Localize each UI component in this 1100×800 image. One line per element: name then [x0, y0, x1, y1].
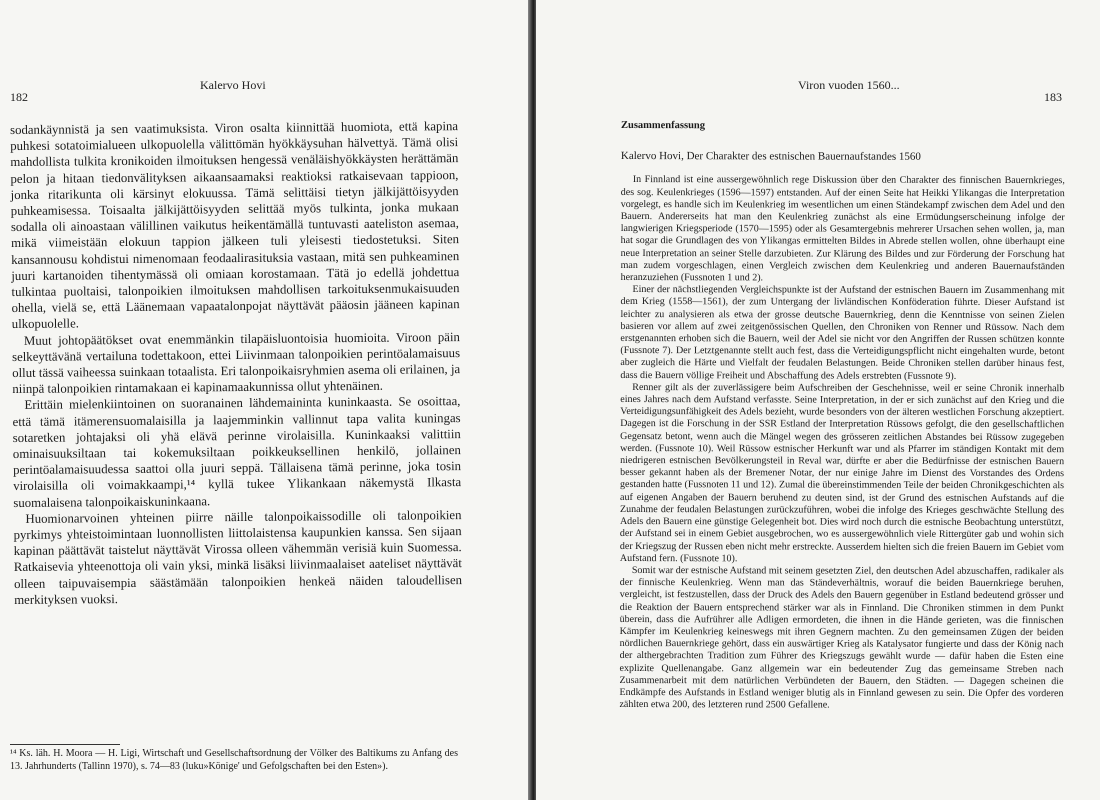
right-body-text [619, 120, 1065, 713]
right-page [536, 0, 1100, 800]
page-number-right: 183 [1044, 90, 1062, 104]
paragraph: Renner gilt als der zuverlässigere beim Aufschreiben der Geschehnisse, weil er seine Chronik innerhalb eines Jahres nach dem Aufstand verfasste. Seine Interpretation, in der er sich zunächst auf den Krieg und die Verteidigungsunfähigkeit des Adels bezieht, wurde besonders von der älteren westlichen Forschung akzeptiert. Dagegen ist die Forschung in der SSR Estland der Interpretation Rüssows gefolgt, die den gesellschaftlichen Gegensatz betont, wenn auch die Mängel wegen des grösseren zeitlichen Abstandes bei Rüssow zugegeben werden. (Fussnote 10). Weil Rüssow estnischer Herkunft war und als Pfarrer im ständigen Kontakt mit dem niedrigeren estnischen Bevölkerungsteil in Reval war, dürfte er aber die Bedürfnisse der estnischen Bauern besser gekannt haben als der Bremener Notar, der nur einige Jahre im Dienst des Vorstandes des Ordens gestanden hatte (Fussnoten 11 und 12). Zumal die übereinstimmenden Teile der beiden Chronikgeschichten als auf eigenen Angaben der Bauern beruhend zu deuten sind, ist der Grund des estnischen Aufstands auf die Zunahme der feudalen Belastungen zurückzuführen, wobei die infolge des Krieges geschwächte Stellung des Adels den Bauern eine günstige Gelegenheit bot. Dies wird noch durch die estnische Beobachtung unterstützt, der Aufstand sei in einem Gebiet ausgebrochen, wo es aussergewöhnlich viele Rittergüter gab und wohin sich der Kriegszug der Russen eben nicht mehr erstreckte. Ausserdem hielten sich die freien Bauern im Gebiet vom Aufstand fern. (Fussnote 10). [619, 381, 1065, 565]
left-body-text [10, 118, 462, 608]
page-number-left: 182 [10, 90, 28, 104]
paragraph: In Finnland ist eine aussergewöhnlich rege Diskussion über den Charakter des finnischen Bauernkrieges, des sog. Keulenkrieges (1596—1597) entstanden. Auf der einen Seite hat Heikki Ylikangas die Interpretation vorgelegt, es handle sich im Keulenkrieg im wesentlichen um einen Ständekampf zwischen dem Adel und den Bauern. Andererseits hat man den Keulenkrieg zunächst als eine Ermüdungserscheinung infolge der langwierigen Kriegsperiode (1570—1595) oder als Gesamtergebnis mehrerer Ursachen sehen wollen, ja, man hat sogar die Grundlagen des von Ylikangas ermittelten Bildes in Abrede stellen wollen, ohne überhaupt eine neue Interpretation an seiner Stelle darzubieten. Zur Klärung des Bildes und zur Förderung der Forschung hat man zudem vorgeschlagen, einen Vergleich zwischen dem Keulenkrieg und anderen Bauernaufständen heranzuziehen (Fussnoten 1 und 2). [620, 174, 1065, 284]
subheading: Kalervo Hovi, Der Charakter des estnischen Bauernaufstandes 1560 [620, 150, 921, 163]
left-page [0, 0, 530, 800]
paragraph: Erittäin mielenkiintoinen on suoranainen lähdemaininta kuninkaasta. Se osoittaa, että tämä itämerensuomalaisilla ja laajemminkin vallinnut tapa valita kuningas sotaretken johtajaksi oli yhä elävä perinne virolaisilla. Kuninkaaksi valittiin ominaisuuksiltaan tai kokemuksiltaan poikkeuksellinen henkilö, jollainen perintöalamaisuudessa saattoi olla juuri seppä. Tällaisena tämä perinne, joka tosin virolaisilla oli voimakkaampi,¹⁴ kyllä tukee Ylikankaan näkemystä Ilkasta suomalaisena talonpoikaiskuninkaana. [12, 394, 462, 510]
paragraph: Huomionarvoinen yhteinen piirre näille talonpoikaissodille oli talonpoikien pyrkimys yhteistoimintaan luonnollisten liittolaistensa kaupunkien kanssa. Sen sijaan kapinan päättävät taistelut näyttävät Virossa olleen vähemmän verisiä kuin Suomessa. Ratkaisevia yhteenottoja oli vain yksi, minkä lisäksi liivinmaalaiset aateliset näyttävät olleen taipuvaisempia säästämään talonpoikien henkeä näiden taloudellisen merkityksen vuoksi. [13, 507, 463, 607]
section-title: Zusammenfassung [620, 120, 706, 132]
footnote: ¹⁴ Ks. läh. H. Moora — H. Ligi, Wirtschaft und Gesellschaftsordnung der Völker des Baltikums zu Anfang des 13. Jahrhunderts (Tallinn 1970), s. 74—83 (luku»Könige' und Gefolgschaften bei den Esten»). [10, 748, 458, 772]
paragraph: Muut johtopäätökset ovat enemmänkin tilapäisluontoisia huomioita. Viroon päin selkeyttävänä vertailuna todettakoon, ettei Liivinmaan talonpoikien perintöalamaisuus ollut tässä vaiheessa suinkaan totaalista. Eri talonpoikaisryhmien asema oli erilainen, ja niinpä talonpoikien rintamakaan ei kapinamaakunnissa ollut yhtenäinen. [11, 329, 461, 397]
running-head-left: Kalervo Hovi [200, 78, 266, 92]
paragraph: sodankäynnistä ja sen vaatimuksista. Viron osalta kiinnittää huomiota, että kapina puhkesi sotatoimialueen ulkopuolella välittömän hyökkäysuhan hälvettyä. Tämä olisi mahdollista tulkita kronikoiden ilmoituksen hengessä venäläishyökkäysten herättämän pelon ja hitaan tiedonvälityksen aikaansaamaksi reaktioksi ratkaisevaan tappioon, jonka ritarikunta oli kärsinyt elokuussa. Tämä selittäisi tietyn jälkijättöisyyden puhkeamisessa. Toisaalta jälkijättöisyyden selittää myös tulkinta, jonka mukaan sodalla oli ainoastaan välillinen vaikutus heikentämällä tuntuvasti aateliston asemaa, mikä viimeistään elokuun tappion jälkeen tuli yleisesti tiedostetuksi. Siten kansannousu kohdistui nimenomaan feodaalirasituksia vastaan, mitä sen puhkeaminen juuri kartanoiden tihentymässä oli omiaan korostamaan. Tätä jo edellä johdettua tulkintaa puoltaisi, talonpoikien ilmoituksen mahdollisen tarkoituksenmukaisuuden ohella, vielä se, että Läänemaan vapaatalonpojat näyttävät pääosin jääneen kapinan ulkopuolelle. [10, 119, 460, 332]
paragraph: Somit war der estnische Aufstand mit seinem gesetzten Ziel, den deutschen Adel abzuschaffen, radikaler als der finnische Keulenkrieg. Wenn man das Ständeverhältnis, worauf die beiden Bauernkriege beruhen, vergleicht, ist festzustellen, dass der Druck des Adels den Bauern gegenüber in Estland bedeutend grösser und die Reaktion der Bauern entsprechend stärker war als in Finnland. Die Chroniken stimmen in dem Punkt überein, dass die Aufrührer alle Adligen ermordeten, die ihnen in die Hände gerieten, was die finnischen Kämpfer im Keulenkrieg keineswegs mit ihren Gegnern machten. Zu den gemeinsamen Zügen der beiden nördlichen Bauernkriege gehört, dass ein auswärtiger Krieg als Katalysator fungierte und dass der König nach der althergebrachten Tradition zum Führer des Kriegszugs gewählt wurde — dafür haben die Esten eine explizite Quellenangabe. Ganz allgemein war ein bedeutender Zug das gemeinsame Streben nach Zusammenarbeit mit dem natürlichen Verbündeten der Bauern, den Städten. — Dagegen scheinen die Endkämpfe des Aufstands in Estland weniger blutig als in Finnland gewesen zu sein. Die Opfer des vorderen zählten etwa 200, des letzteren rund 2500 Gefallene. [619, 564, 1064, 711]
footnote-rule [10, 744, 120, 745]
running-head-right: Viron vuoden 1560... [798, 78, 900, 92]
paragraph: Einer der nächstliegenden Vergleichspunkte ist der Aufstand der estnischen Bauern im Zusammenhang mit dem Krieg (1558—1561), der zum Untergang der livländischen Konföderation führte. Dieser Aufstand ist leichter zu analysieren als etwa der grosse deutsche Bauernkrieg, denn die Kenntnisse von seinen Zielen basieren vor allem auf zwei zeitgenössischen Quellen, den Chroniken von Renner und Rüssow. Nach dem erstgenannten erhoben sich die Bauern, weil der Adel sie nicht vor den Angriffen der Russen schützen konnte (Fussnote 7). Der Letztgenannte stellt auch fest, dass die Verteidigungspflicht nicht eingehalten wurde, betont aber zugleich die Härte und Vielfalt der feudalen Belastungen. Beide Chroniken stellen darüber hinaus fest, dass die Bauern völlige Freiheit und Abschaffung des Adels erstrebten (Fussnote 9). [620, 284, 1065, 382]
